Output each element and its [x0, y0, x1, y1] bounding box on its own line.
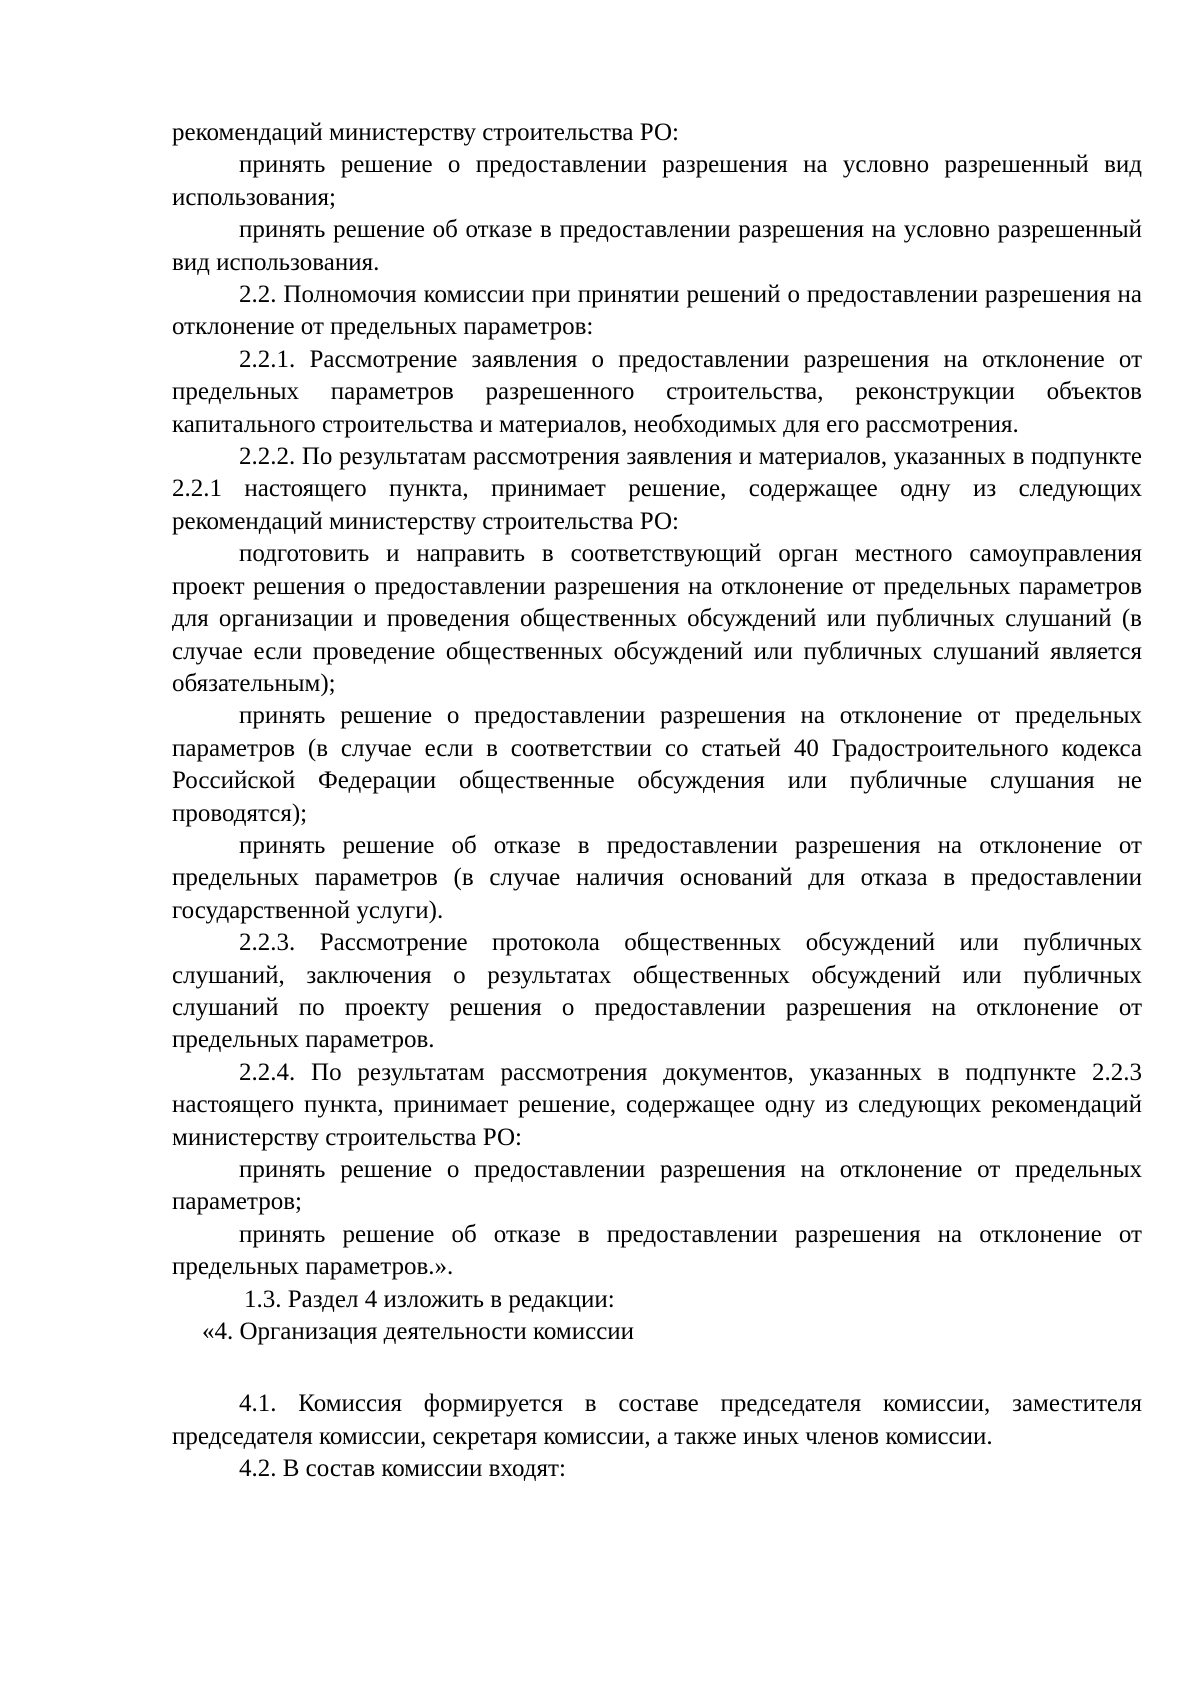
paragraph-refuse-deviation-grounds: принять решение об отказе в предоставлении разрешения на отклонение от предельных параметров (в случае наличия оснований для отказа в предоставлении государственной услуги).	[172, 831, 1142, 924]
paragraph-grant-deviation: принять решение о предоставлении разрешения на отклонение от предельных параметров;	[172, 1156, 1142, 1216]
paragraph-grant-conditional-use: принять решение о предоставлении разрешения на условно разрешенный вид использования;	[172, 151, 1142, 211]
paragraph-2-2-2: 2.2.2. По результатам рассмотрения заявления и материалов, указанных в подпункте 2.2.1 настоящего пункта, принимает решение, содержащее одну из следующих рекомендаций министерству строительства РО:	[172, 443, 1142, 535]
paragraph-2-2: 2.2. Полномочия комиссии при принятии решений о предоставлении разрешения на отклонение от предельных параметров:	[172, 281, 1142, 341]
paragraph-1-3: 1.3. Раздел 4 изложить в редакции:	[244, 1285, 615, 1313]
paragraph-4-1: 4.1. Комиссия формируется в составе председателя комиссии, заместителя председателя комиссии, секретаря комиссии, а также иных членов комиссии.	[172, 1390, 1142, 1450]
blank-line	[172, 1348, 1142, 1388]
paragraph-2-2-3: 2.2.3. Рассмотрение протокола общественных обсуждений или публичных слушаний, заключения о результатах общественных обсуждений или публичных слушаний по проекту решения о предоставлении разрешения на отклонение от предельных параметров.	[172, 929, 1142, 1054]
paragraph-refuse-conditional-use: принять решение об отказе в предоставлении разрешения на условно разрешенный вид использования.	[172, 216, 1142, 276]
paragraph-prepare-and-send: подготовить и направить в соответствующий орган местного самоуправления проект решения о предоставлении разрешения на отклонение от предельных параметров для организации и проведения общественных обсуждений или публичных слушаний (в случае если проведение общественных обсуждений или публичных слушаний является обязательным);	[172, 540, 1142, 697]
section-4-heading: «4. Организация деятельности комиссии	[202, 1318, 635, 1346]
paragraph-grant-deviation-article-40: принять решение о предоставлении разрешения на отклонение от предельных параметров (в случае если в соответствии со статьей 40 Градостроительного кодекса Российской Федерации общественные обсуждения или публичные слушания не проводятся);	[172, 702, 1142, 827]
paragraph-4-2: 4.2. В состав комиссии входят:	[239, 1455, 566, 1483]
paragraph-2-2-4: 2.2.4. По результатам рассмотрения документов, указанных в подпункте 2.2.3 настоящего пункта, принимает решение, содержащее одну из следующих рекомендаций министерству строительства РО:	[172, 1058, 1142, 1151]
paragraph-recommendations-tail: рекомендаций министерству строительства РО:	[172, 119, 679, 146]
paragraph-2-2-1: 2.2.1. Рассмотрение заявления о предоставлении разрешения на отклонение от предельных параметров разрешенного строительства, реконструкции объектов капитального строительства и материалов, необходимых для его рассмотрения.	[172, 345, 1142, 438]
document-body	[172, 117, 1142, 1486]
paragraph-refuse-deviation: принять решение об отказе в предоставлении разрешения на отклонение от предельных параметров.».	[172, 1220, 1142, 1281]
